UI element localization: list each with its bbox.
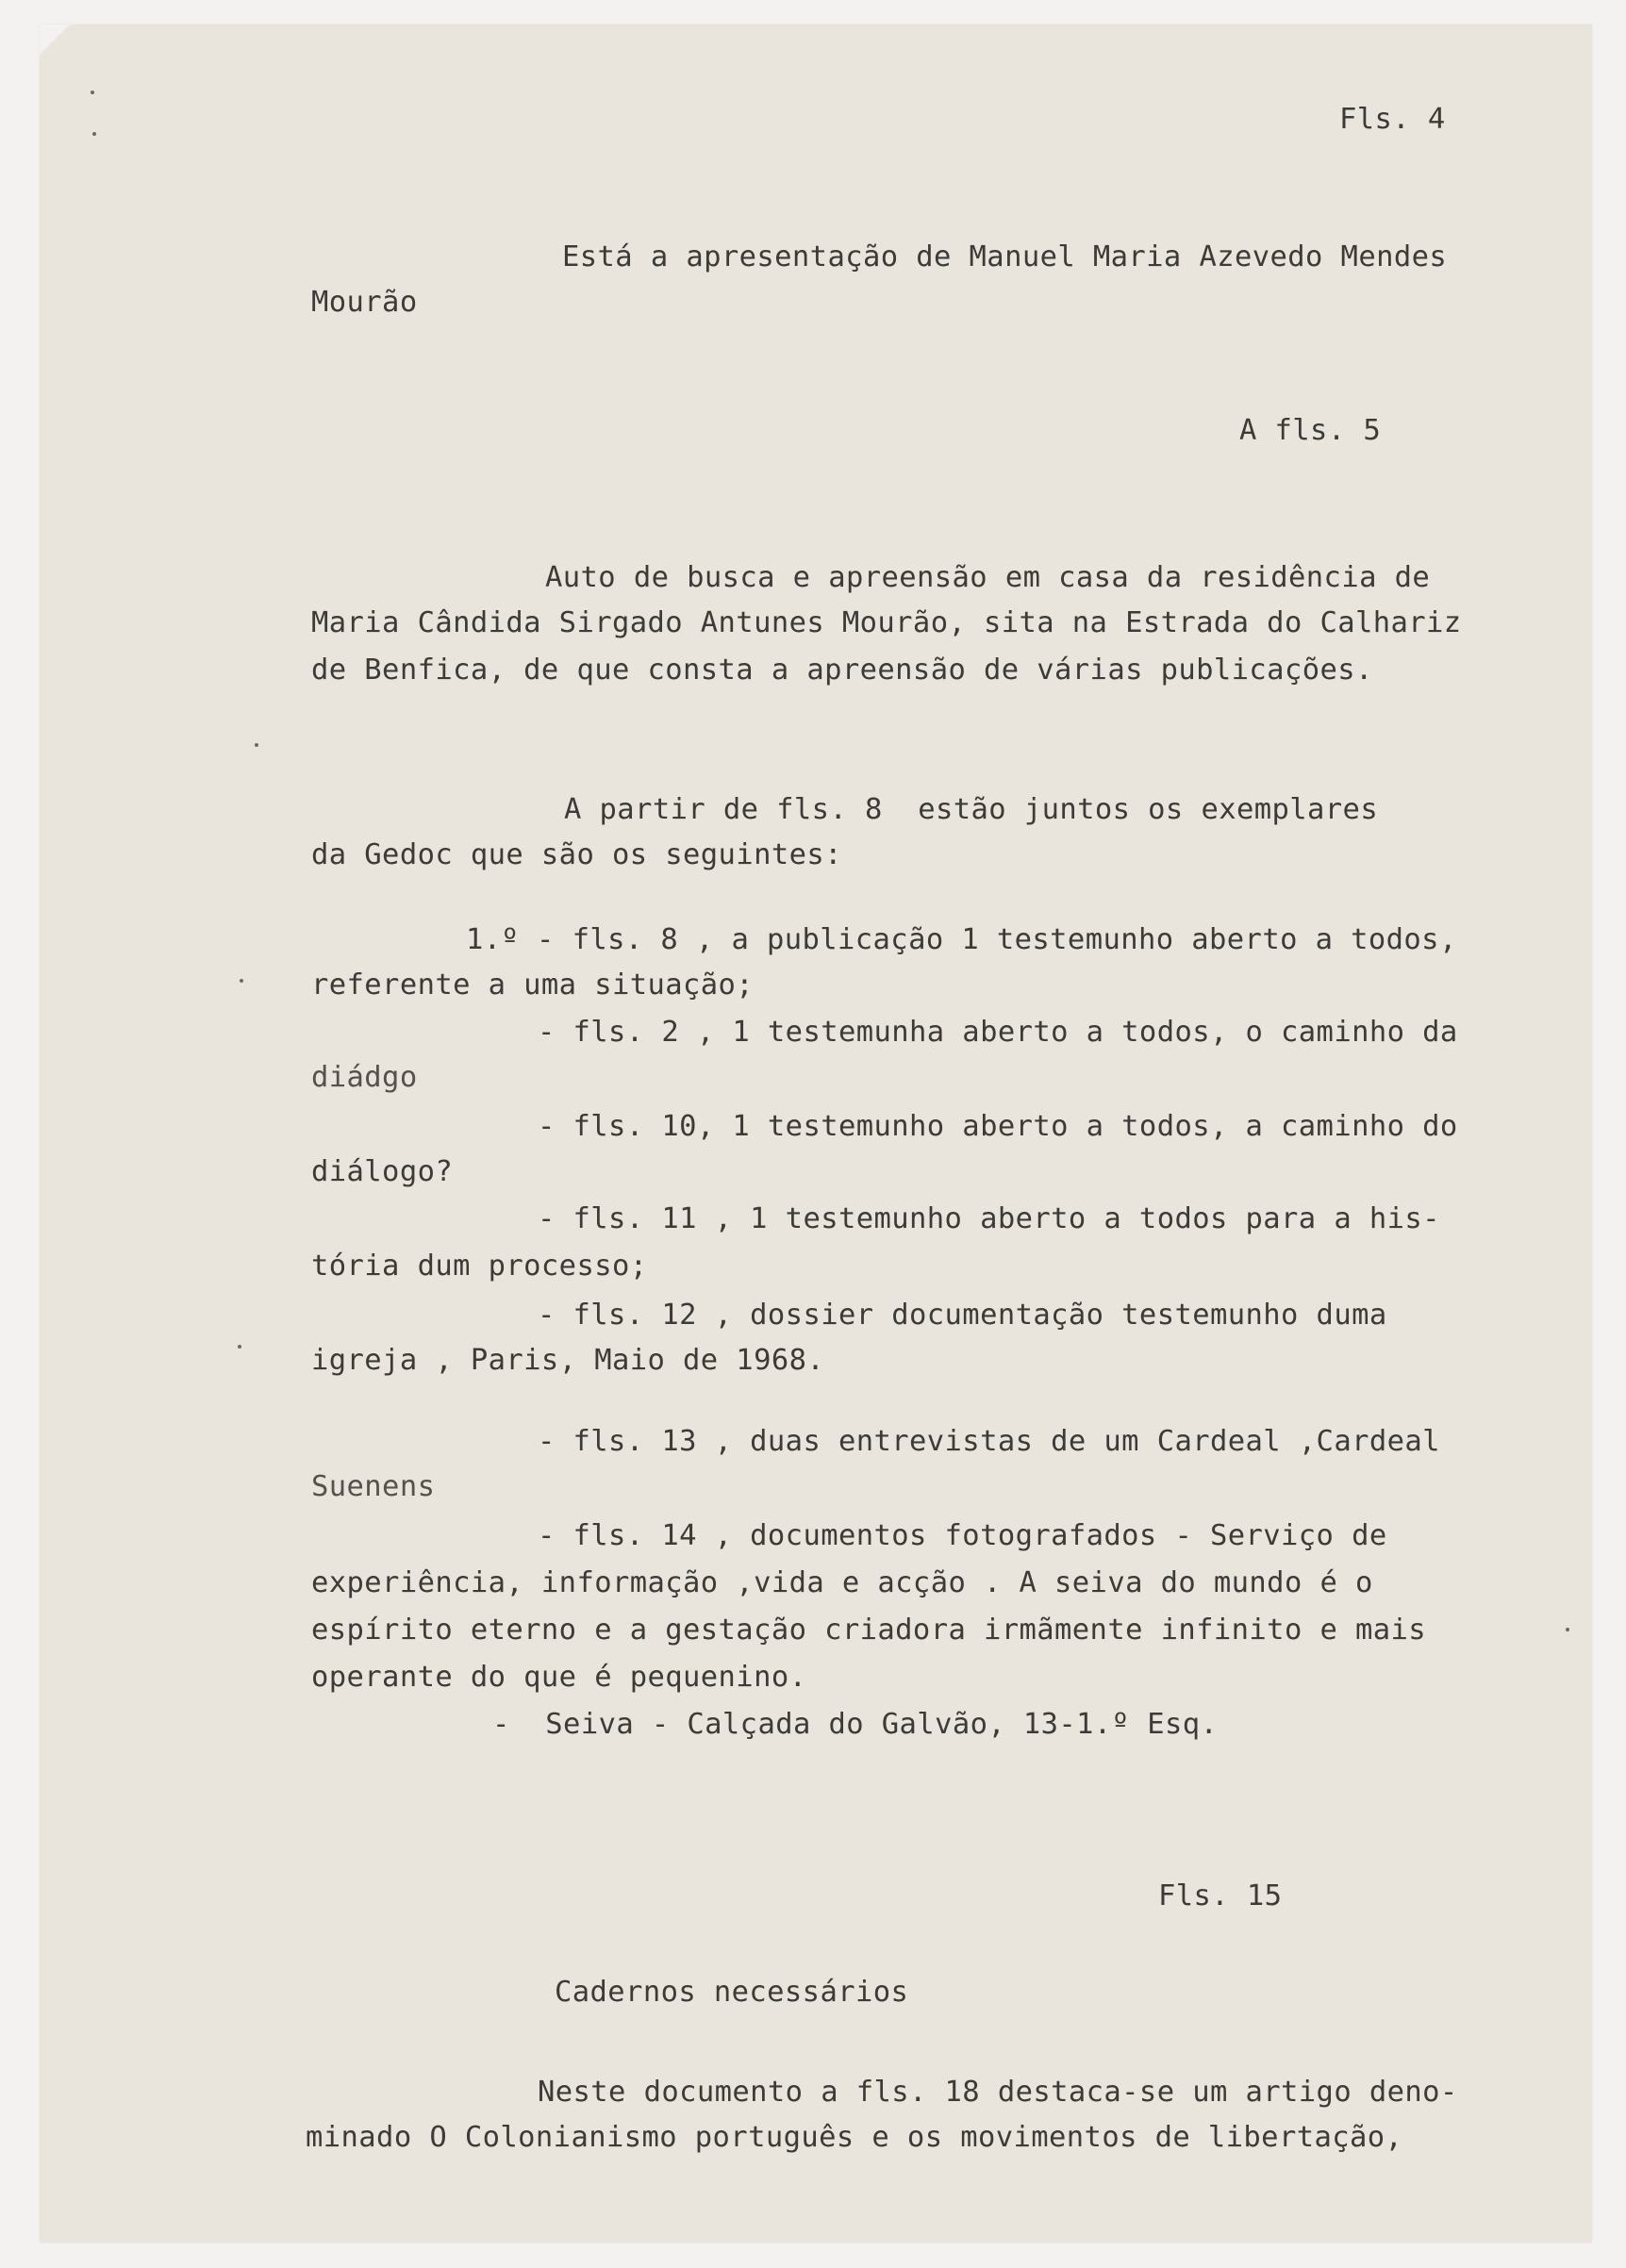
paper-speck <box>255 743 258 747</box>
publication-item-line: igreja , Paris, Maio de 1968. <box>311 1344 825 1377</box>
folio-number-4: Fls. 4 <box>1339 103 1446 136</box>
publications-intro-line: A partir de fls. 8 estão juntos os exemplares <box>564 793 1379 826</box>
article-line: minado O Colonianismo português e os movimentos de libertação, <box>306 2121 1403 2154</box>
search-report-line: Auto de busca e apreensão em casa da residência de <box>545 561 1431 594</box>
search-report-line: de Benfica, de que consta a apreensão de várias publicações. <box>311 654 1373 687</box>
intro-line: Está a apresentação de Manuel Maria Azevedo Mendes <box>562 240 1448 273</box>
publication-item-line: - fls. 11 , 1 testemunho aberto a todos para a his- <box>538 1202 1440 1235</box>
paper-speck <box>1566 1628 1569 1631</box>
folio-number-5: A fls. 5 <box>1239 414 1382 447</box>
publication-item-line: - fls. 13 , duas entrevistas de um Cardeal ,Cardeal <box>538 1425 1440 1458</box>
paper-speck <box>91 91 94 94</box>
publications-intro-line: da Gedoc que são os seguintes: <box>311 838 842 871</box>
publication-item-line: - fls. 10, 1 testemunho aberto a todos, a caminho do <box>538 1110 1458 1143</box>
article-line: Neste documento a fls. 18 destaca-se um artigo deno- <box>538 2076 1458 2109</box>
publication-item-line: - fls. 2 , 1 testemunha aberto a todos, o caminho da <box>538 1016 1458 1049</box>
intro-line: Mourão <box>311 286 418 319</box>
publication-item-line: 1.º - fls. 8 , a publicação 1 testemunho aberto a todos, <box>466 923 1457 956</box>
publication-item-line: diálogo? <box>311 1155 454 1188</box>
paper-speck <box>238 1345 241 1349</box>
publication-item-line: - Seiva - Calçada do Galvão, 13-1.º Esq. <box>492 1708 1219 1741</box>
search-report-line: Maria Cândida Sirgado Antunes Mourão, sita na Estrada do Calhariz <box>311 606 1462 639</box>
publication-item-line: experiência, informação ,vida e acção . A seiva do mundo é o <box>311 1566 1373 1599</box>
publication-item-line: - fls. 12 , dossier documentação testemunho duma <box>538 1299 1387 1332</box>
publication-item-line: - fls. 14 , documentos fotografados - Serviço de <box>538 1519 1387 1552</box>
publication-item-line: tória dum processo; <box>311 1250 648 1283</box>
document-page <box>40 25 1592 2243</box>
publication-item-line: Suenens <box>311 1470 436 1503</box>
section-heading: Cadernos necessários <box>555 1976 909 2009</box>
paper-speck <box>92 132 96 136</box>
publication-item-line: operante do que é pequenino. <box>311 1661 807 1694</box>
publication-item-line: diádgo <box>311 1061 418 1094</box>
folio-number-15: Fls. 15 <box>1158 1879 1283 1912</box>
folded-corner <box>40 25 70 55</box>
publication-item-line: espírito eterno e a gestação criadora irmãmente infinito e mais <box>311 1614 1427 1647</box>
paper-speck <box>240 979 243 983</box>
publication-item-line: referente a uma situação; <box>311 968 755 1002</box>
